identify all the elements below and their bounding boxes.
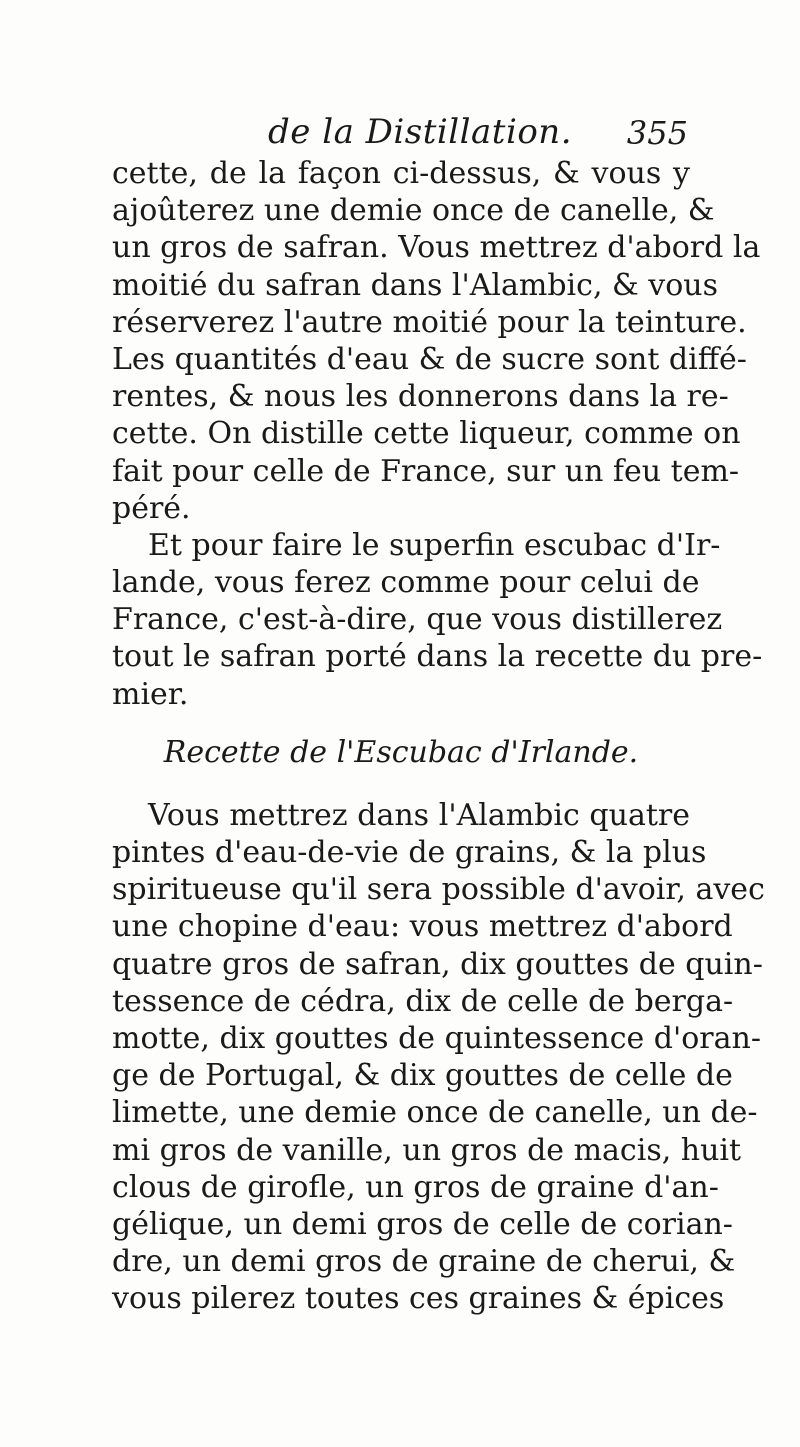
text-line: France, c'est-à-dire, que vous distillerez	[112, 602, 723, 638]
text-line: cette, de la façon ci-dessus, & vous y	[112, 156, 690, 191]
page-header	[118, 112, 688, 156]
text-line: gélique, un demi gros de celle de corian-	[112, 1206, 733, 1242]
text-line: réserverez l'autre moitié pour la teinture.	[112, 304, 747, 340]
text-line: vous pilerez toutes ces graines & épices	[112, 1281, 725, 1317]
text-line: quatre gros de safran, dix gouttes de quin-	[112, 946, 763, 982]
paragraph-2	[112, 527, 763, 713]
text-line: tout le safran porté dans la recette du pre-	[112, 639, 763, 675]
text-line: rentes, & nous les donnerons dans la re-	[112, 379, 729, 415]
text-line: tessence de cédra, dix de celle de berga-	[112, 983, 734, 1019]
text-line: motte, dix gouttes de quintessence d'oran-	[112, 1020, 761, 1056]
page-number: 355	[626, 114, 688, 152]
text-line: Et pour faire le superfin escubac d'Ir-	[148, 527, 721, 563]
running-title: de la Distillation.	[268, 112, 572, 152]
text-line: Les quantités d'eau & de sucre sont diffé-	[112, 341, 747, 377]
text-line: clous de girofle, un gros de graine d'an-	[112, 1169, 719, 1205]
text-line: ajoûterez une demie once de canelle, &	[112, 193, 715, 229]
text-line: spiritueuse qu'il sera possible d'avoir, avec	[112, 872, 765, 908]
text-line: mier.	[112, 676, 189, 712]
paragraph-1	[112, 155, 761, 527]
text-line: Vous mettrez dans l'Alambic quatre	[148, 797, 690, 833]
text-line: un gros de safran. Vous mettrez d'abord la	[112, 230, 761, 266]
text-line: fait pour celle de France, sur un feu tem-	[112, 453, 740, 489]
text-line: mi gros de vanille, un gros de macis, huit	[112, 1132, 742, 1168]
text-line: une chopine d'eau: vous mettrez d'abord	[112, 909, 733, 945]
text-line: cette. On distille cette liqueur, comme on	[112, 416, 741, 452]
text-line: péré.	[112, 490, 191, 526]
text-line: limette, une demie once de canelle, un de-	[112, 1095, 758, 1131]
recipe-paragraph	[112, 797, 765, 1318]
page-body	[112, 155, 765, 1317]
text-line: ge de Portugal, & dix gouttes de celle de	[112, 1058, 733, 1094]
text-line: lande, vous ferez comme pour celui de	[112, 565, 700, 601]
text-line: dre, un demi gros de graine de cherui, &	[112, 1244, 736, 1280]
section-heading: Recette de l'Escubac d'Irlande.	[163, 734, 639, 770]
text-line: pintes d'eau-de-vie de grains, & la plus	[112, 835, 707, 870]
text-line: moitié du safran dans l'Alambic, & vous	[112, 267, 718, 303]
